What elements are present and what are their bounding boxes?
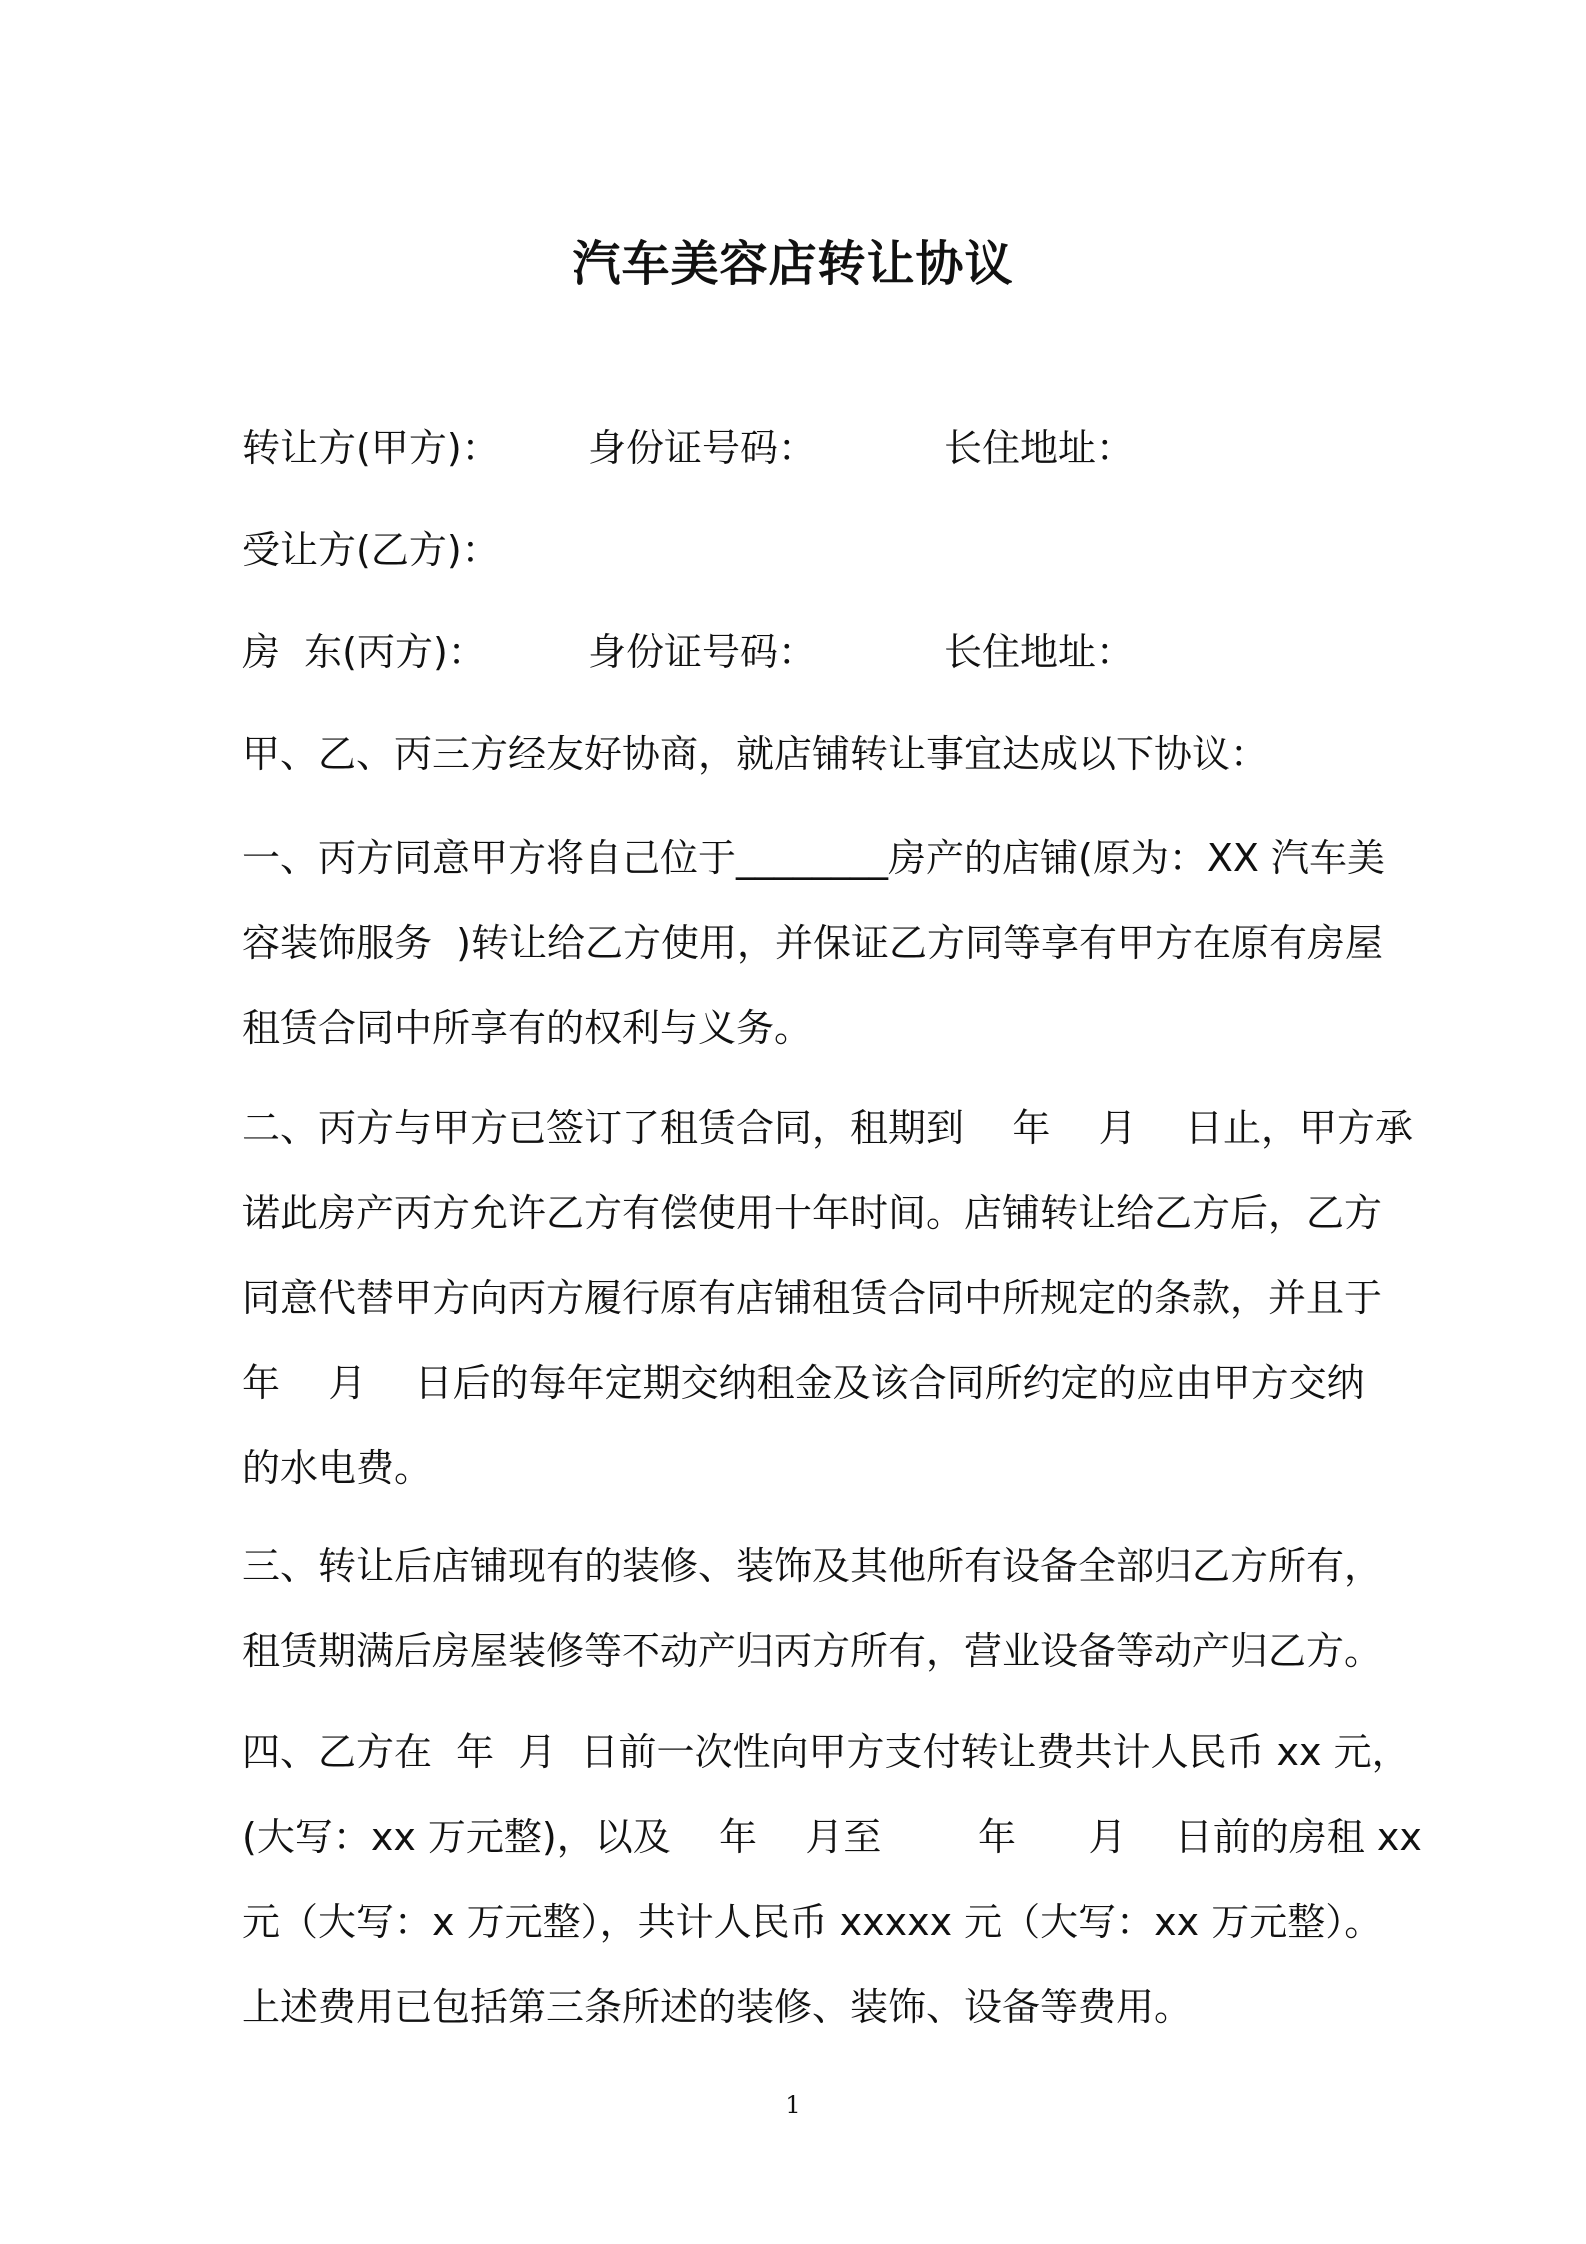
clause-4: [242, 1710, 1422, 2050]
clause-1: [242, 816, 1385, 1071]
clause-line: 容装饰服务 )转让给乙方使用，并保证乙方同等享有甲方在原有房屋: [242, 921, 1383, 965]
party-row-landlord: [242, 622, 1362, 682]
landlord-address-label: 长住地址：: [944, 630, 1135, 674]
clause-line: 元（大写：x 万元整），共计人民币 xxxxx 元（大写：xx 万元整）。: [242, 1900, 1383, 1944]
transferee-label: 受让方(乙方)：: [242, 528, 500, 572]
transferor-label: 转让方(甲方)：: [242, 426, 500, 470]
page-number: 1: [785, 2091, 801, 2119]
transferor-address-label: 长住地址：: [944, 426, 1135, 470]
document-title: 汽车美容店转让协议: [572, 236, 1014, 292]
clause-2: [242, 1086, 1413, 1511]
clause-line: 上述费用已包括第三条所述的装修、装饰、设备等费用。: [242, 1985, 1193, 2029]
landlord-label: 房 东(丙方)：: [242, 630, 486, 674]
clause-line: 租赁合同中所享有的权利与义务。: [242, 1006, 813, 1050]
clause-line: 的水电费。: [242, 1446, 433, 1490]
clause-line: (大写：xx 万元整)，以及 年 月至 年 月 日前的房租 xx: [242, 1815, 1422, 1859]
clause-line: 诺此房产丙方允许乙方有偿使用十年时间。店铺转让给乙方后，乙方: [242, 1191, 1383, 1235]
clause-line: 二、丙方与甲方已签订了租赁合同，租期到 年 月 日止，甲方承: [242, 1106, 1413, 1150]
clause-3: [242, 1524, 1383, 1694]
clause-line: 四、乙方在 年 月 日前一次性向甲方支付转让费共计人民币 xx 元，: [242, 1730, 1410, 1774]
clause-line: 年 月 日后的每年定期交纳租金及该合同所约定的应由甲方交纳: [242, 1361, 1365, 1405]
transferor-id-label: 身份证号码：: [588, 426, 817, 470]
clause-line: 一、丙方同意甲方将自己位于________房产的店铺(原为：XX 汽车美: [242, 836, 1385, 880]
landlord-id-label: 身份证号码：: [588, 630, 817, 674]
party-row-transferee: [242, 520, 1362, 580]
clause-line: 三、转让后店铺现有的装修、装饰及其他所有设备全部归乙方所有，: [242, 1544, 1383, 1588]
agreement-intro: 甲、乙、丙三方经友好协商，就店铺转让事宜达成以下协议：: [242, 732, 1269, 776]
clause-line: 同意代替甲方向丙方履行原有店铺租赁合同中所规定的条款，并且于: [242, 1276, 1383, 1320]
clause-line: 租赁期满后房屋装修等不动产归丙方所有，营业设备等动产归乙方。: [242, 1629, 1383, 1673]
party-row-transferor: [242, 418, 1362, 478]
